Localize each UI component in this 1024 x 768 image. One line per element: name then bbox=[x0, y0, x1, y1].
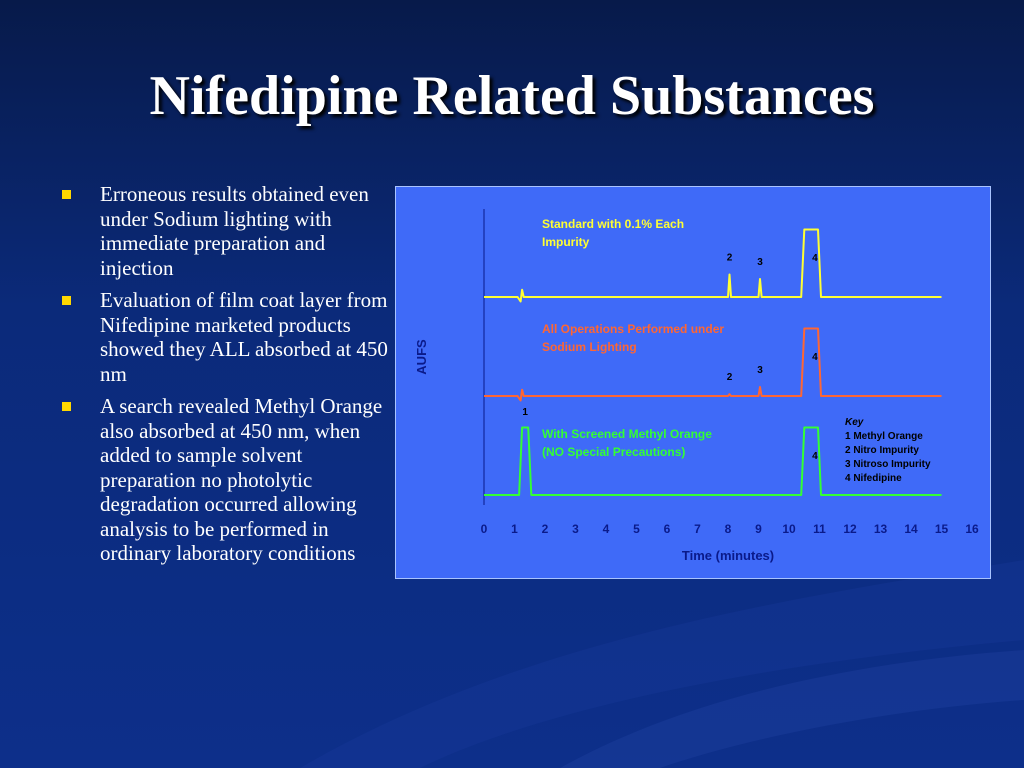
x-tick-label: 14 bbox=[904, 522, 918, 536]
peak-label: 4 bbox=[812, 352, 818, 363]
peak-label: 2 bbox=[726, 372, 733, 384]
key-title: Key bbox=[845, 417, 864, 428]
x-tick-label: 10 bbox=[782, 522, 796, 536]
y-axis-label: AUFS bbox=[414, 339, 429, 375]
peak-label: 3 bbox=[757, 365, 763, 376]
peak-label: 3 bbox=[757, 257, 763, 268]
bullet-text: A search revealed Methyl Orange also absorbed at 450 nm, when added to sample solvent preparation no photolytic degradation occurred allowing analysis to be performed in ordinary laboratory conditions bbox=[100, 394, 383, 565]
square-bullet-icon bbox=[62, 296, 71, 305]
x-tick-label: 1 bbox=[511, 522, 518, 536]
x-axis-label: Time (minutes) bbox=[681, 548, 775, 563]
slide-title: Nifedipine Related Substances bbox=[149, 65, 875, 127]
x-tick-label: 13 bbox=[873, 522, 888, 536]
bullet-item bbox=[62, 288, 392, 386]
peak-label: 4 bbox=[812, 451, 818, 462]
series-label: (NO Special Precautions) bbox=[542, 445, 686, 459]
series-label: Impurity bbox=[542, 235, 590, 249]
x-tick-label: 4 bbox=[602, 522, 610, 536]
x-tick-label: 9 bbox=[755, 522, 762, 536]
bullet-list bbox=[62, 182, 392, 574]
bullet-text: Erroneous results obtained even under Sodium lighting with immediate preparation and injection bbox=[100, 182, 369, 280]
x-tick-label: 3 bbox=[572, 522, 579, 536]
peak-label: 2 bbox=[726, 252, 733, 264]
key-item: 1 Methyl Orange bbox=[845, 431, 923, 442]
x-tick-label: 0 bbox=[480, 522, 488, 536]
x-tick-label: 2 bbox=[541, 522, 549, 536]
series-label: Standard with 0.1% Each bbox=[542, 217, 685, 231]
series-label: With Screened Methyl Orange bbox=[542, 427, 712, 441]
square-bullet-icon bbox=[62, 190, 71, 199]
key-item: 2 Nitro Impurity bbox=[845, 445, 919, 456]
x-tick-label: 15 bbox=[934, 522, 949, 536]
chromatogram-panel bbox=[395, 186, 991, 579]
x-tick-label: 8 bbox=[724, 522, 732, 536]
x-tick-label: 6 bbox=[663, 522, 671, 536]
series-label: All Operations Performed under bbox=[542, 322, 725, 336]
x-tick-label: 11 bbox=[813, 522, 826, 536]
x-tick-label: 16 bbox=[965, 522, 979, 536]
key-item: 3 Nitroso Impurity bbox=[845, 459, 931, 470]
x-tick-label: 5 bbox=[633, 522, 640, 536]
chromatogram-chart bbox=[396, 187, 992, 580]
series-label: Sodium Lighting bbox=[542, 340, 637, 354]
peak-label: 1 bbox=[522, 407, 528, 418]
bullet-item bbox=[62, 182, 392, 280]
key-item: 4 Nifedipine bbox=[845, 473, 902, 484]
x-tick-label: 12 bbox=[843, 522, 857, 536]
bullet-item bbox=[62, 394, 392, 566]
square-bullet-icon bbox=[62, 402, 71, 411]
x-tick-label: 7 bbox=[694, 522, 701, 536]
peak-label: 4 bbox=[812, 253, 818, 264]
bullet-text: Evaluation of film coat layer from Nifedipine marketed products showed they ALL absorbed at 450 nm bbox=[100, 288, 388, 386]
